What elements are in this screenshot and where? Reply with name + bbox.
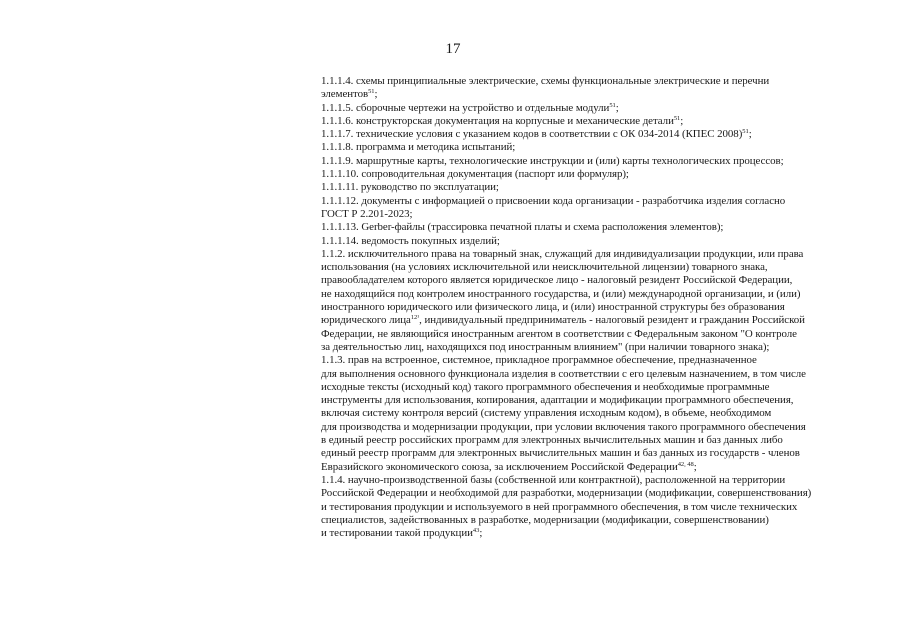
text-line xyxy=(321,155,866,168)
text-line xyxy=(321,235,866,248)
footnote-reference: 51 xyxy=(368,88,375,96)
text-line xyxy=(321,208,866,221)
text-line xyxy=(321,421,866,434)
text-line-content: инструменты для использования, копирования, адаптации и модификации программного обеспечения, xyxy=(321,394,794,407)
text-line-content: не находящийся под контролем иностранного государства, и (или) международной организации, и (или) xyxy=(321,287,801,300)
text-line xyxy=(321,274,866,287)
text-line-content: ГОСТ Р 2.201-2023; xyxy=(321,207,413,220)
text-line-content: единый реестр программ для электронных вычислительных машин и баз данных из государств - членов xyxy=(321,447,800,460)
text-line-content: 1.1.1.8. программа и методика испытаний; xyxy=(321,141,516,154)
text-line xyxy=(321,407,866,420)
text-line xyxy=(321,501,866,514)
footnote-reference: 51 xyxy=(673,114,681,122)
text-line-content: Федерации, не являющийся иностранным агентом в соответствии с Федеральным законом "О контроле xyxy=(321,327,797,340)
text-line-content: Евразийского экономического союза, за исключением Российской Федерации xyxy=(321,460,678,473)
text-line xyxy=(321,487,866,500)
text-line xyxy=(321,354,866,367)
text-line-content: 1.1.1.10. сопроводительная документация (паспорт или формуляр); xyxy=(321,168,629,181)
text-line xyxy=(321,447,866,460)
text-line-content: 1.1.1.6. конструкторская документация на корпусные и механические детали xyxy=(321,114,674,127)
text-line xyxy=(321,474,866,487)
text-line-content: иностранного юридического или физического лица, и (или) иностранной структуры без образования xyxy=(321,301,785,314)
text-line-content: 1.1.1.4. схемы принципиальные электрические, схемы функциональные электрические и перечни xyxy=(321,75,770,87)
text-line-content: за деятельностью лиц, находящихся под иностранным влиянием" (при наличии товарного знака); xyxy=(321,340,770,353)
text-line xyxy=(321,288,866,301)
text-line-content: в единый реестр российских программ для электронных вычислительных машин и баз данных либо xyxy=(321,434,783,447)
text-line xyxy=(321,75,866,88)
text-line xyxy=(321,261,866,274)
text-line-content: и тестировании такой продукции xyxy=(321,527,473,540)
document-body xyxy=(321,75,866,540)
text-line xyxy=(321,88,866,101)
text-line xyxy=(321,394,866,407)
text-line-continuation: ; xyxy=(479,527,483,540)
text-line-content: 1.1.1.12. документы с информацией о присвоении кода организации - разработчика изделия согласно xyxy=(321,194,786,207)
footnote-reference: 43 xyxy=(472,527,480,535)
footnote-reference: 42, 48 xyxy=(677,460,694,468)
text-line xyxy=(321,102,866,115)
text-line-content: 1.1.1.7. технические условия с указанием кодов в соответствии с ОК 034-2014 (КПЕС 2008) xyxy=(321,128,743,141)
text-line xyxy=(321,141,866,154)
text-line xyxy=(321,434,866,447)
text-line-content: 1.1.1.5. сборочные чертежи на устройство и отдельные модули xyxy=(321,101,610,114)
text-line-content: для производства и модернизации продукции, при условии включения такого программного обеспечения xyxy=(321,420,806,433)
text-line xyxy=(321,514,866,527)
text-line xyxy=(321,128,866,141)
text-line-content: для выполнения основного функционала изделия в соответствии с его целевым назначением, в том числе xyxy=(321,367,806,380)
text-line-content: юридического лица xyxy=(321,314,411,327)
text-line-continuation: ; xyxy=(615,101,619,114)
footnote-reference: 51 xyxy=(609,101,616,109)
text-line-continuation: , индивидуальный предприниматель - налоговый резидент и гражданин Российской xyxy=(419,314,805,327)
text-line-content: включая систему контроля версий (систему управления исходным кодом), в объеме, необходимом xyxy=(321,407,772,420)
text-line xyxy=(321,368,866,381)
text-line-continuation: ; xyxy=(693,460,697,473)
text-line-content: Российской Федерации и необходимой для разработки, модернизации (модификации, совершенствования) xyxy=(321,487,812,500)
text-line xyxy=(321,115,866,128)
text-line-content: специалистов, задействованных в разработке, модернизации (модификации, совершенствовании) xyxy=(321,513,769,526)
text-line-content: использования (на условиях исключительной или неисключительной лицензии) товарного знака, xyxy=(321,261,768,274)
text-line xyxy=(321,248,866,261)
text-line xyxy=(321,381,866,394)
text-line-content: 1.1.1.14. ведомость покупных изделий; xyxy=(321,234,500,247)
text-line-content: элементов xyxy=(321,88,369,101)
text-line-content: исходные тексты (исходный код) такого программного обеспечения и необходимые программные xyxy=(321,380,770,393)
text-line xyxy=(321,195,866,208)
text-line-content: и тестирования продукции и используемого в ней программного обеспечения, в том числе технических xyxy=(321,500,798,513)
text-line xyxy=(321,328,866,341)
footnote-reference: 12¹ xyxy=(410,314,420,322)
text-line-content: 1.1.2. исключительного права на товарный знак, служащий для индивидуализации продукции, или права xyxy=(321,247,804,260)
text-line-continuation: ; xyxy=(680,114,684,127)
text-line-content: 1.1.3. прав на встроенное, системное, прикладное программное обеспечение, предназначенное xyxy=(321,354,757,367)
text-line-content: 1.1.1.13. Gerber-файлы (трассировка печатной платы и схема расположения элементов); xyxy=(321,221,724,234)
text-line-content: 1.1.1.9. маршрутные карты, технологические инструкции и (или) карты технологических процессов; xyxy=(321,154,784,167)
text-line xyxy=(321,461,866,474)
text-line-content: 1.1.4. научно-производственной базы (собственной или контрактной), расположенной на территории xyxy=(321,473,786,486)
text-line-content: правообладателем которого является юридическое лицо - налоговый резидент Российской Федерации, xyxy=(321,274,793,287)
text-line xyxy=(321,314,866,327)
text-line-continuation: ; xyxy=(374,88,378,101)
footnote-reference: 51 xyxy=(742,128,749,136)
text-line xyxy=(321,301,866,314)
text-line xyxy=(321,341,866,354)
text-line xyxy=(321,181,866,194)
text-line xyxy=(321,221,866,234)
text-line xyxy=(321,527,866,540)
text-line xyxy=(321,168,866,181)
text-line-content: 1.1.1.11. руководство по эксплуатации; xyxy=(321,181,499,194)
page-number: 17 xyxy=(445,41,461,57)
text-line-continuation: ; xyxy=(748,128,752,141)
